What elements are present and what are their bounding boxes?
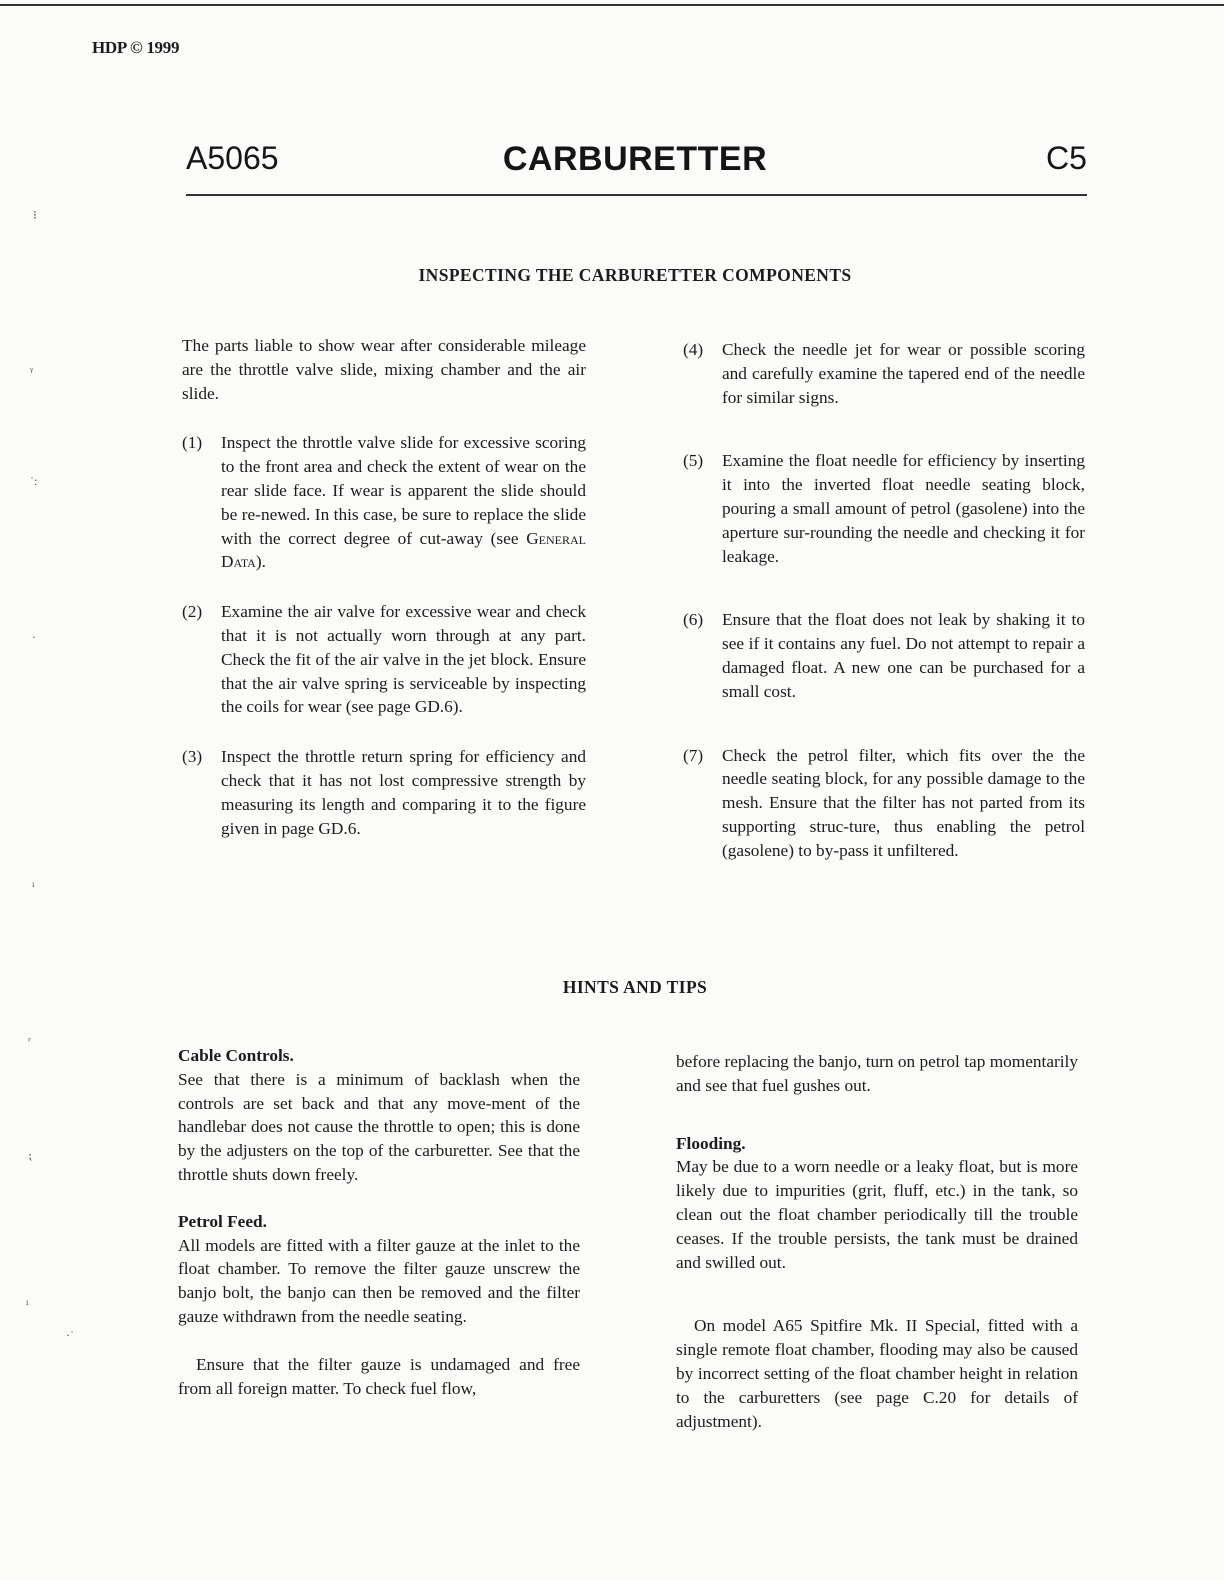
inspect-item-7: [683, 744, 1085, 863]
item-number: (2): [182, 602, 203, 622]
inspect-item-5: [683, 449, 1085, 568]
section-number: C5: [1046, 140, 1087, 176]
flooding-text: May be due to a worn needle or a leaky float, but is more likely due to impurities (grit, fluff, etc.) in the tank, so clean out the float chamber periodically till the trouble ceases. If the trouble persists, the tank must be drained and swilled out.: [676, 1157, 1078, 1272]
inspecting-right-column: [683, 338, 1085, 863]
page-title: CARBURETTER: [502, 140, 768, 178]
inspect-item-2: [182, 600, 586, 719]
general-data-reference: General Data: [221, 528, 586, 572]
item-number: (1): [182, 433, 203, 453]
item-text: Inspect the throttle return spring for efficiency and check that it has not lost compressive strength by measuring its length and comparing it to the figure given in page GD.6.: [221, 747, 586, 838]
petrol-feed-text: All models are fitted with a filter gauze at the inlet to the float chamber. To remove the filter gauze unscrew the banjo bolt, the banjo can then be removed and the filter gauze withdrawn from the needle seating.: [178, 1235, 580, 1326]
cable-controls-text: See that there is a minimum of backlash when the controls are set back and that any move-ment of the handlebar does not cause the throttle to open; this is done by the adjusters on the top of the carburetter. See that the throttle shuts down freely.: [178, 1069, 580, 1184]
inspect-item-4: [683, 338, 1085, 409]
item-number: (4): [683, 340, 704, 359]
scan-speck: ·: [32, 630, 36, 644]
hints-heading: HINTS AND TIPS: [562, 977, 708, 997]
petrol-feed-text-2: Ensure that the filter gauze is undamaged and free from all foreign matter. To check fuel flow,: [178, 1354, 580, 1398]
flooding-title: Flooding.: [676, 1133, 746, 1153]
scan-speck: ᵞ: [30, 364, 34, 378]
spitfire-note: On model A65 Spitfire Mk. II Special, fitted with a single remote float chamber, flooding may also be caused by incorrect setting of the float chamber height in relation to the carburetters (see page C.20 for details of adjustment).: [676, 1316, 1078, 1431]
part-code: A5065: [186, 140, 279, 176]
item-text: Inspect the throttle valve slide for excessive scoring to the front area and check the extent of wear on the rear slide face. If wear is apparent the slide should be re-newed. In this case, be sure to replace the slide with the correct degree of cut-away (see General Data).: [221, 433, 586, 572]
item-text: Check the needle jet for wear or possible scoring and carefully examine the tapered end of the needle for similar signs.: [722, 340, 1085, 407]
top-border-line: [0, 4, 1224, 6]
scan-speck: ⁱ: [26, 1298, 29, 1312]
inspect-item-6: [683, 608, 1085, 703]
inspecting-heading: INSPECTING THE CARBURETTER COMPONENTS: [418, 265, 852, 285]
item-number: (6): [683, 610, 704, 630]
hints-right-column: [676, 1050, 1078, 1433]
cable-controls-title: Cable Controls.: [178, 1046, 294, 1065]
petrol-feed-title: Petrol Feed.: [178, 1211, 267, 1231]
inspect-item-3: [182, 745, 586, 840]
hints-left-column: [178, 1044, 580, 1400]
copyright-notice: HDP © 1999: [92, 38, 180, 57]
item-text: Examine the float needle for efficiency by inserting it into the inverted float needle seating block, pouring a small amount of petrol (gasolene) into the aperture sur-rounding the needle and checking it for leakage.: [722, 451, 1085, 566]
inspect-item-1: [182, 431, 586, 574]
item-number: (5): [683, 451, 704, 471]
inspecting-intro: The parts liable to show wear after considerable mileage are the throttle valve slide, mixing chamber and the air slide.: [182, 336, 586, 403]
inspecting-left-column: [182, 334, 586, 840]
item-text: Ensure that the float does not leak by shaking it to see if it contains any fuel. Do not attempt to repair a damaged float. A new one can be purchased for a small cost.: [722, 610, 1085, 701]
scan-speck: ⁝: [33, 208, 37, 222]
item-number: (7): [683, 745, 704, 765]
petrol-feed-continuation: before replacing the banjo, turn on petrol tap momentarily and see that fuel gushes out.: [676, 1052, 1078, 1095]
scan-speck: ʳ: [28, 1034, 31, 1048]
item-number: (3): [182, 747, 203, 767]
scan-speck: ⁱ: [32, 880, 35, 894]
scan-speck: ·˙: [66, 1328, 74, 1342]
item-text: Examine the air valve for excessive wear and check that it is not actually worn through at any part. Check the fit of the air valve in the jet block. Ensure that the air valve spring is serviceable by inspecting the coils for wear (see page GD.6).: [221, 602, 586, 717]
item-text: Check the petrol filter, which fits over the the needle seating block, for any possible damage to the mesh. Ensure that the filter has not parted from its supporting struc-ture, thus enabling the petrol (gasolene) to by-pass it unfiltered.: [722, 745, 1085, 860]
scan-speck: ˙:: [30, 474, 38, 488]
header-rule: [186, 194, 1087, 196]
scan-speck: ⁏: [28, 1148, 33, 1162]
